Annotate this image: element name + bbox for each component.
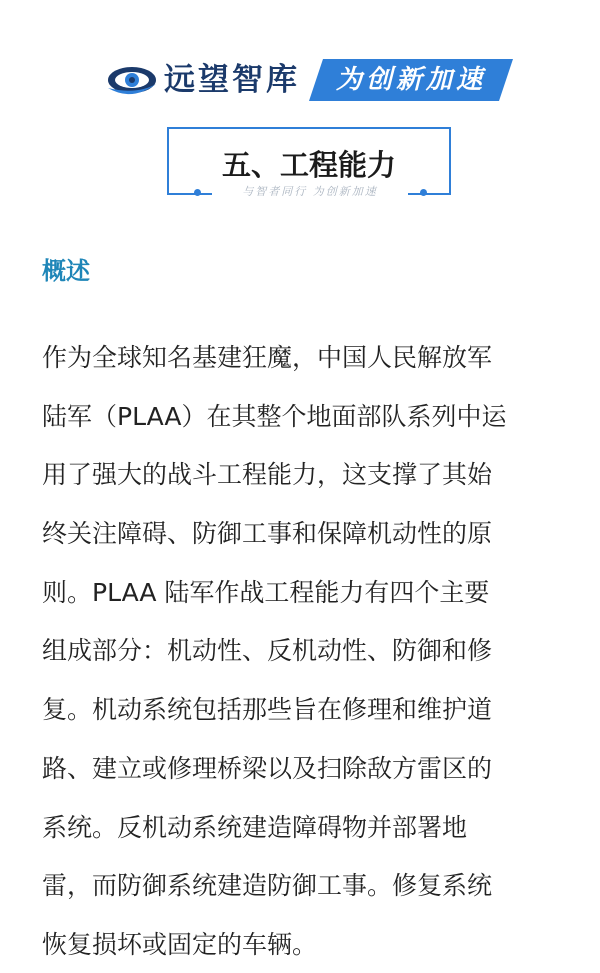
body-line: 组成部分：机动性、反机动性、防御和修 [42,636,493,666]
title-dot-left [194,189,201,196]
slogan-text: 为创新加速 [335,65,486,95]
body-line: 终关注障碍、防御工事和保障机动性的原 [42,519,493,549]
title-subtitle: 与智者同行 为创新加速 [212,182,408,202]
brand-name: 远望智库 [164,62,300,98]
page-title: 五、工程能力 [221,148,396,182]
body-line: 用了强大的战斗工程能力，这支撑了其始 [42,460,493,490]
body-line: 恢复损坏或固定的车辆。 [42,929,318,959]
eye-logo-icon [107,62,157,98]
body-line: 系统。反机动系统建造障碍物并部署地 [42,812,468,842]
body-paragraph [42,333,582,973]
section-heading: 概述 [42,257,90,285]
body-line: 作为全球知名基建狂魔，中国人民解放军 [42,343,493,372]
body-line: 则。PLAA 陆军作战工程能力有四个主要 [42,577,490,607]
body-line: 陆军（PLAA）在其整个地面部队系列中运 [42,401,507,431]
body-line: 雷，而防御系统建造防御工事。修复系统 [42,871,493,901]
body-line: 复。机动系统包括那些旨在修理和维护道 [42,695,493,725]
slogan-banner [309,59,513,101]
body-line: 路、建立或修理桥梁以及扫除敌方雷区的 [42,753,493,783]
brand-header [0,58,600,104]
title-dot-right [420,189,427,196]
